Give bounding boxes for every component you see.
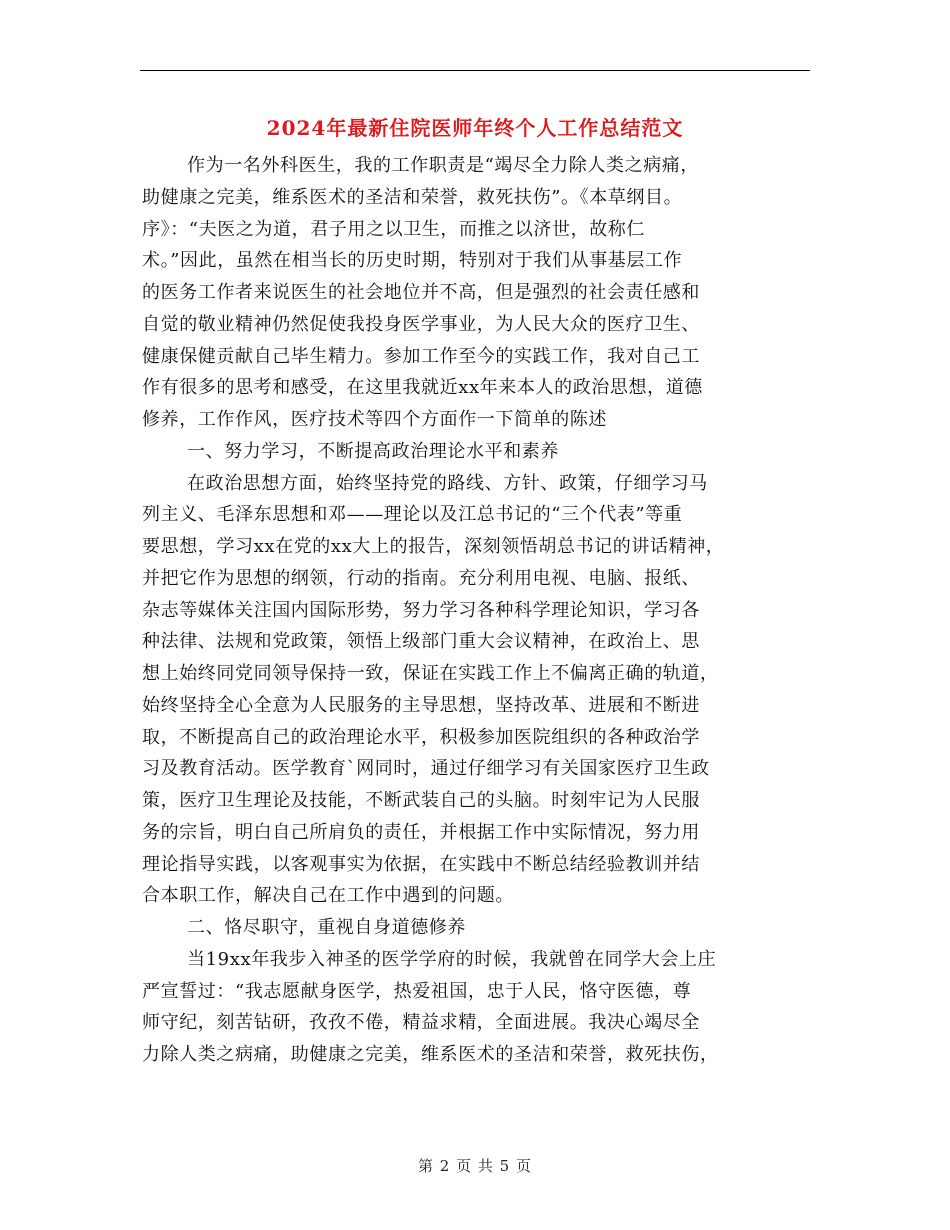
body-line: 严宣誓过：“我志愿献身医学，热爱祖国，忠于人民，恪守医德，尊 [142, 980, 692, 1002]
document-title: 2024年最新住院医师年终个人工作总结范文 [266, 116, 684, 140]
body-line: 始终坚持全心全意为人民服务的主导思想，坚持改革、进展和不断进 [142, 694, 700, 716]
body-line: 习及教育活动。医学教育`网同时，通过仔细学习有关国家医疗卫生政 [142, 758, 710, 780]
body-line: 理论指导实践，以客观事实为依据，在实践中不断总结经验教训并结 [142, 853, 700, 875]
body-line: 并把它作为思想的纲领，行动的指南。充分利用电视、电脑、报纸、 [142, 567, 700, 589]
body-line: 种法律、法规和党政策，领悟上级部门重大会议精神，在政治上、思 [142, 631, 700, 653]
body-line: 列主义、毛泽东思想和邓——理论以及江总书记的“三个代表”等重 [142, 504, 683, 526]
page-number-footer: 第 2 页 共 5 页 [418, 1157, 532, 1175]
body-line: 想上始终同党同领导保持一致，保证在实践工作上不偏离正确的轨道， [142, 663, 719, 684]
body-line: 的医务工作者来说医生的社会地位并不高，但是强烈的社会责任感和 [142, 282, 700, 303]
body-line: 序》：“夫医之为道，君子用之以卫生，而推之以济世，故称仁 [142, 218, 645, 240]
body-line: 当19xx年我步入神圣的医学学府的时候，我就曾在同学大会上庄 [187, 948, 717, 970]
body-line: 在政治思想方面，始终坚持党的路线、方针、政策，仔细学习马 [187, 472, 708, 494]
body-line: 杂志等媒体关注国内国际形势，努力学习各种科学理论知识，学习各 [142, 599, 700, 621]
document-body [142, 150, 832, 1071]
body-line: 策，医疗卫生理论及技能，不断武装自己的头脑。时刻牢记为人民服 [142, 790, 700, 811]
body-line: 合本职工作，解决自己在工作中遇到的问题。 [142, 885, 514, 907]
body-line: 自觉的敬业精神仍然促使我投身医学事业，为人民大众的医疗卫生、 [142, 313, 700, 335]
body-line: 修养，工作作风，医疗技术等四个方面作一下简单的陈述 [142, 409, 607, 430]
body-line: 取，不断提高自己的政治理论水平，积极参加医院组织的各种政治学 [142, 726, 700, 748]
section-heading: 二、恪尽职守，重视自身道德修养 [187, 917, 466, 938]
body-line: 力除人类之病痛，助健康之完美，维系医术的圣洁和荣誉，救死扶伤， [142, 1044, 719, 1065]
body-line: 健康保健贡献自己毕生精力。参加工作至今的实践工作，我对自己工 [142, 345, 700, 367]
body-line: 术。”因此，虽然在相当长的历史时期，特别对于我们从事基层工作 [142, 250, 683, 272]
body-line: 助健康之完美，维系医术的圣洁和荣誉，救死扶伤”。《本草纲目。 [142, 186, 683, 208]
header-rule [140, 70, 810, 71]
body-line: 务的宗旨，明白自己所肩负的责任，并根据工作中实际情况，努力用 [142, 821, 700, 843]
body-line: 作有很多的思考和感受，在这里我就近xx年来本人的政治思想，道德 [142, 377, 703, 399]
body-line: 师守纪，刻苦钻研，孜孜不倦，精益求精，全面进展。我决心竭尽全 [142, 1012, 700, 1034]
body-line: 要思想，学习xx在党的xx大上的报告，深刻领悟胡总书记的讲话精神， [142, 536, 725, 557]
body-line: 作为一名外科医生，我的工作职责是“竭尽全力除人类之病痛， [187, 155, 699, 176]
section-heading: 一、努力学习，不断提高政治理论水平和素养 [187, 440, 559, 462]
